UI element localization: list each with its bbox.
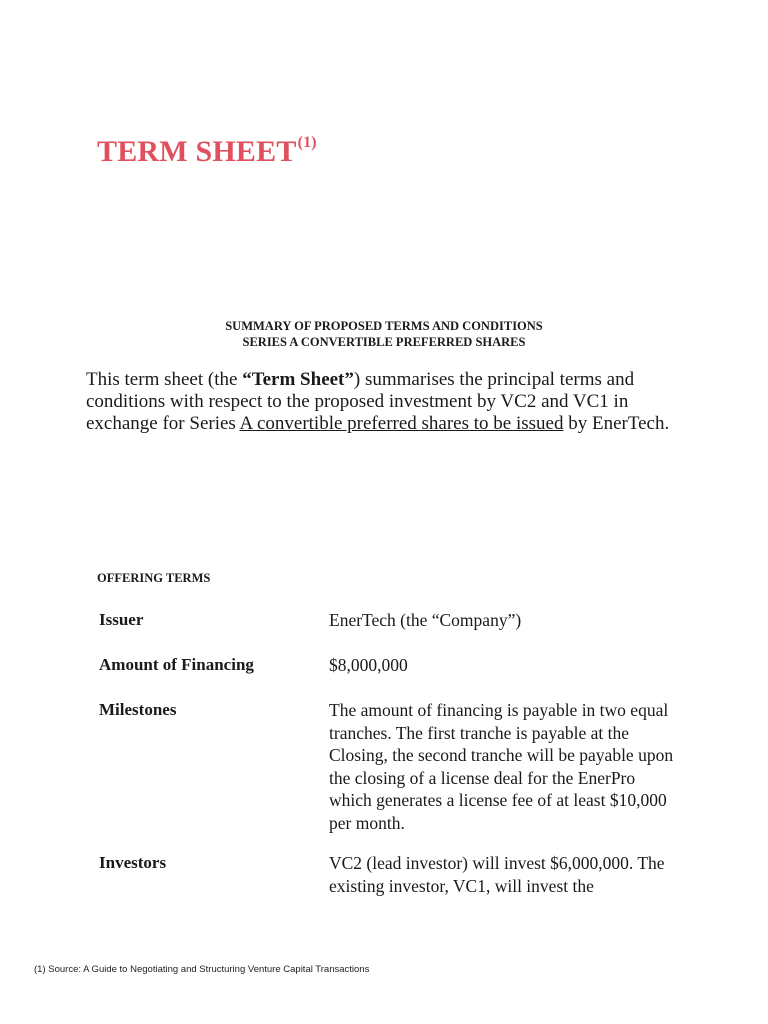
document-title bbox=[97, 134, 317, 169]
summary-line-2: SERIES A CONVERTIBLE PREFERRED SHARES bbox=[242, 335, 526, 349]
term-label-investors: Investors bbox=[99, 853, 167, 872]
term-label-milestones: Milestones bbox=[99, 700, 177, 719]
term-label-amount-of-financing: Amount of Financing bbox=[99, 655, 254, 674]
intro-text-1: This term sheet (the bbox=[86, 369, 243, 390]
intro-text-2: ) summarises the principal terms and conditions with respect to the proposed investment by VC2 and VC1 in exchange for Series bbox=[86, 369, 635, 434]
intro-underlined-text: A convertible preferred shares to be issued bbox=[239, 413, 564, 434]
intro-term-sheet-bold: “Term Sheet” bbox=[242, 369, 354, 390]
term-value-issuer: EnerTech (the “Company”) bbox=[329, 610, 522, 630]
term-value-milestones: The amount of financing is payable in two equal tranches. The first tranche is payable at the Closing, the second tranche will be payable upon the closing of a license deal for the EnerPro which generates a license fee of at least $10,000 per month. bbox=[329, 700, 674, 833]
intro-paragraph bbox=[86, 369, 676, 435]
footnote-marker: (1) bbox=[297, 134, 317, 151]
term-value-amount-of-financing: $8,000,000 bbox=[329, 655, 408, 675]
intro-text-3: by EnerTech. bbox=[563, 413, 670, 434]
footnote: (1) Source: A Guide to Negotiating and Structuring Venture Capital Transactions bbox=[34, 964, 370, 975]
term-label-issuer: Issuer bbox=[99, 610, 144, 629]
offering-terms-heading: OFFERING TERMS bbox=[97, 571, 211, 585]
summary-line-1: SUMMARY OF PROPOSED TERMS AND CONDITIONS bbox=[225, 319, 543, 333]
title-text: TERM SHEET bbox=[97, 135, 297, 168]
term-value-investors: VC2 (lead investor) will invest $6,000,000. The existing investor, VC1, will invest the bbox=[329, 853, 665, 896]
summary-heading bbox=[0, 318, 768, 350]
